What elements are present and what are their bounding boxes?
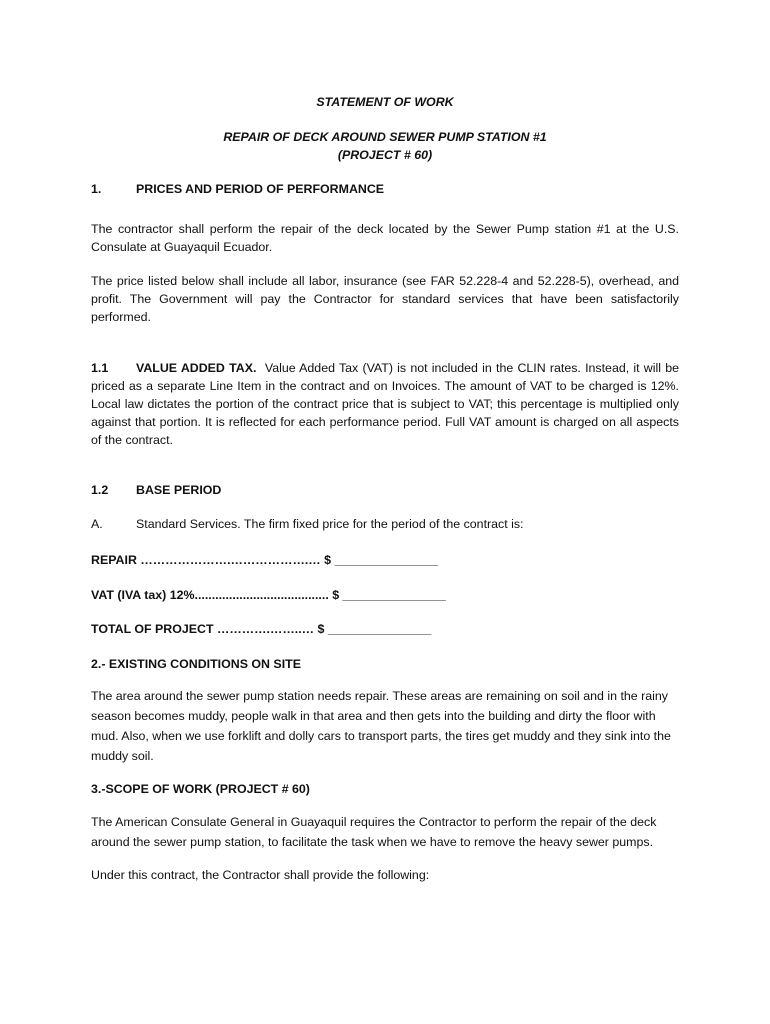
section-1-number: 1. bbox=[91, 182, 102, 196]
section-1-2-number: 1.2 bbox=[91, 483, 109, 497]
total-price-line: TOTAL OF PROJECT ………….……..… $ _______________ bbox=[91, 622, 432, 636]
section-3-paragraph-2: Under this contract, the Contractor shall provide the following: bbox=[91, 868, 430, 882]
document-subtitle: REPAIR OF DECK AROUND SEWER PUMP STATION #1 bbox=[223, 130, 547, 144]
item-a-text: Standard Services. The firm fixed price for the period of the contract is: bbox=[136, 517, 524, 531]
vat-price-line: VAT (IVA tax) 12%....................................... $ _______________ bbox=[91, 588, 446, 602]
item-a-label: A. bbox=[91, 517, 103, 531]
section-1-2-title: BASE PERIOD bbox=[136, 483, 222, 497]
section-1-heading bbox=[91, 180, 679, 198]
section-2-heading: 2.- EXISTING CONDITIONS ON SITE bbox=[91, 657, 301, 671]
section-2-paragraph: The area around the sewer pump station needs repair. These areas are remaining on soil and in the rainy season becomes muddy, people walk in that area and then gets into the building and dirty the floor with mud. Also, when we use forklift and dolly cars to transport parts, the tires get muddy and they sink into the muddy soil. bbox=[91, 689, 671, 763]
section-1-1-paragraph bbox=[91, 359, 679, 449]
section-1-2-heading bbox=[91, 481, 679, 499]
repair-price-line: REPAIR ………………….……………….… $ _______________ bbox=[91, 553, 438, 567]
document-title: STATEMENT OF WORK bbox=[316, 95, 454, 109]
standard-services-line bbox=[91, 515, 679, 533]
section-1-paragraph-2: The price listed below shall include all labor, insurance (see FAR 52.228-4 and 52.228-5), overhead, and profit. The Government will pay the Contractor for standard services that have been satisfactorily performed. bbox=[91, 274, 679, 324]
section-3-heading: 3.-SCOPE OF WORK (PROJECT # 60) bbox=[91, 782, 310, 796]
section-1-1-title: VALUE ADDED TAX. bbox=[136, 361, 257, 375]
section-1-title: PRICES AND PERIOD OF PERFORMANCE bbox=[136, 182, 385, 196]
project-number: (PROJECT # 60) bbox=[337, 148, 433, 162]
section-1-1-text: Value Added Tax (VAT) is not included in the CLIN rates. Instead, it will be priced as a separate Line Item in the contract and on Invoices. The amount of VAT to be charged is 12%. Local law dictates the portion of the contract price that is subject to VAT; this percentage is multiplied only against that portion. It is reflected for each performance period. Full VAT amount is charged on all aspects of the contract. bbox=[91, 361, 679, 447]
section-3-paragraph-1: The American Consulate General in Guayaquil requires the Contractor to perform the repair of the deck around the sewer pump station, to facilitate the task when we have to remove the heavy sewer pumps. bbox=[91, 815, 657, 849]
section-1-1-number: 1.1 bbox=[91, 361, 109, 375]
section-1-paragraph-1: The contractor shall perform the repair of the deck located by the Sewer Pump station #1 at the U.S. Consulate at Guayaquil Ecuador. bbox=[91, 222, 679, 254]
